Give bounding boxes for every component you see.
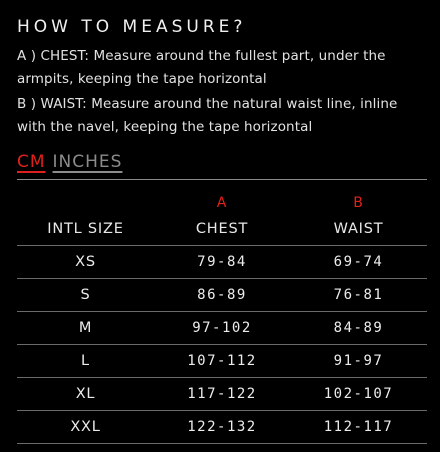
size-cell: XS bbox=[17, 246, 154, 279]
size-table bbox=[17, 188, 427, 444]
letter-a: A bbox=[216, 195, 228, 211]
table-row bbox=[17, 345, 427, 378]
waist-instruction: B ) WAIST: Measure around the natural waist line, inline with the navel, keeping the tape horizontal bbox=[17, 96, 398, 135]
measurement-letter-row bbox=[17, 188, 427, 214]
divider bbox=[17, 179, 427, 180]
unit-inches-link[interactable]: INCHES bbox=[52, 152, 123, 172]
table-header-row bbox=[17, 214, 427, 246]
waist-cell: 91-97 bbox=[290, 345, 427, 378]
size-guide bbox=[17, 14, 427, 444]
chest-cell: 86-89 bbox=[154, 279, 290, 312]
unit-toggle bbox=[17, 149, 427, 179]
header-intl-size: INTL SIZE bbox=[17, 214, 154, 246]
size-cell: M bbox=[17, 312, 154, 345]
waist-cell: 69-74 bbox=[290, 246, 427, 279]
page-title: HOW TO MEASURE? bbox=[17, 17, 247, 37]
size-cell: L bbox=[17, 345, 154, 378]
waist-cell: 76-81 bbox=[290, 279, 427, 312]
chest-cell: 122-132 bbox=[154, 411, 290, 444]
waist-cell: 84-89 bbox=[290, 312, 427, 345]
chest-instruction: A ) CHEST: Measure around the fullest part, under the armpits, keeping the tape horizontal bbox=[17, 48, 386, 87]
letter-cell bbox=[17, 188, 154, 214]
size-cell: XXL bbox=[17, 411, 154, 444]
table-row bbox=[17, 246, 427, 279]
chest-cell: 97-102 bbox=[154, 312, 290, 345]
table-row bbox=[17, 411, 427, 444]
table-row bbox=[17, 378, 427, 411]
table-row bbox=[17, 279, 427, 312]
header-waist: WAIST bbox=[290, 214, 427, 246]
waist-cell: 102-107 bbox=[290, 378, 427, 411]
unit-cm-link[interactable]: CM bbox=[17, 152, 46, 172]
waist-cell: 112-117 bbox=[290, 411, 427, 444]
chest-cell: 79-84 bbox=[154, 246, 290, 279]
chest-cell: 107-112 bbox=[154, 345, 290, 378]
size-cell: XL bbox=[17, 378, 154, 411]
letter-b: B bbox=[353, 195, 364, 211]
table-row bbox=[17, 312, 427, 345]
header-chest: CHEST bbox=[154, 214, 290, 246]
size-cell: S bbox=[17, 279, 154, 312]
chest-cell: 117-122 bbox=[154, 378, 290, 411]
